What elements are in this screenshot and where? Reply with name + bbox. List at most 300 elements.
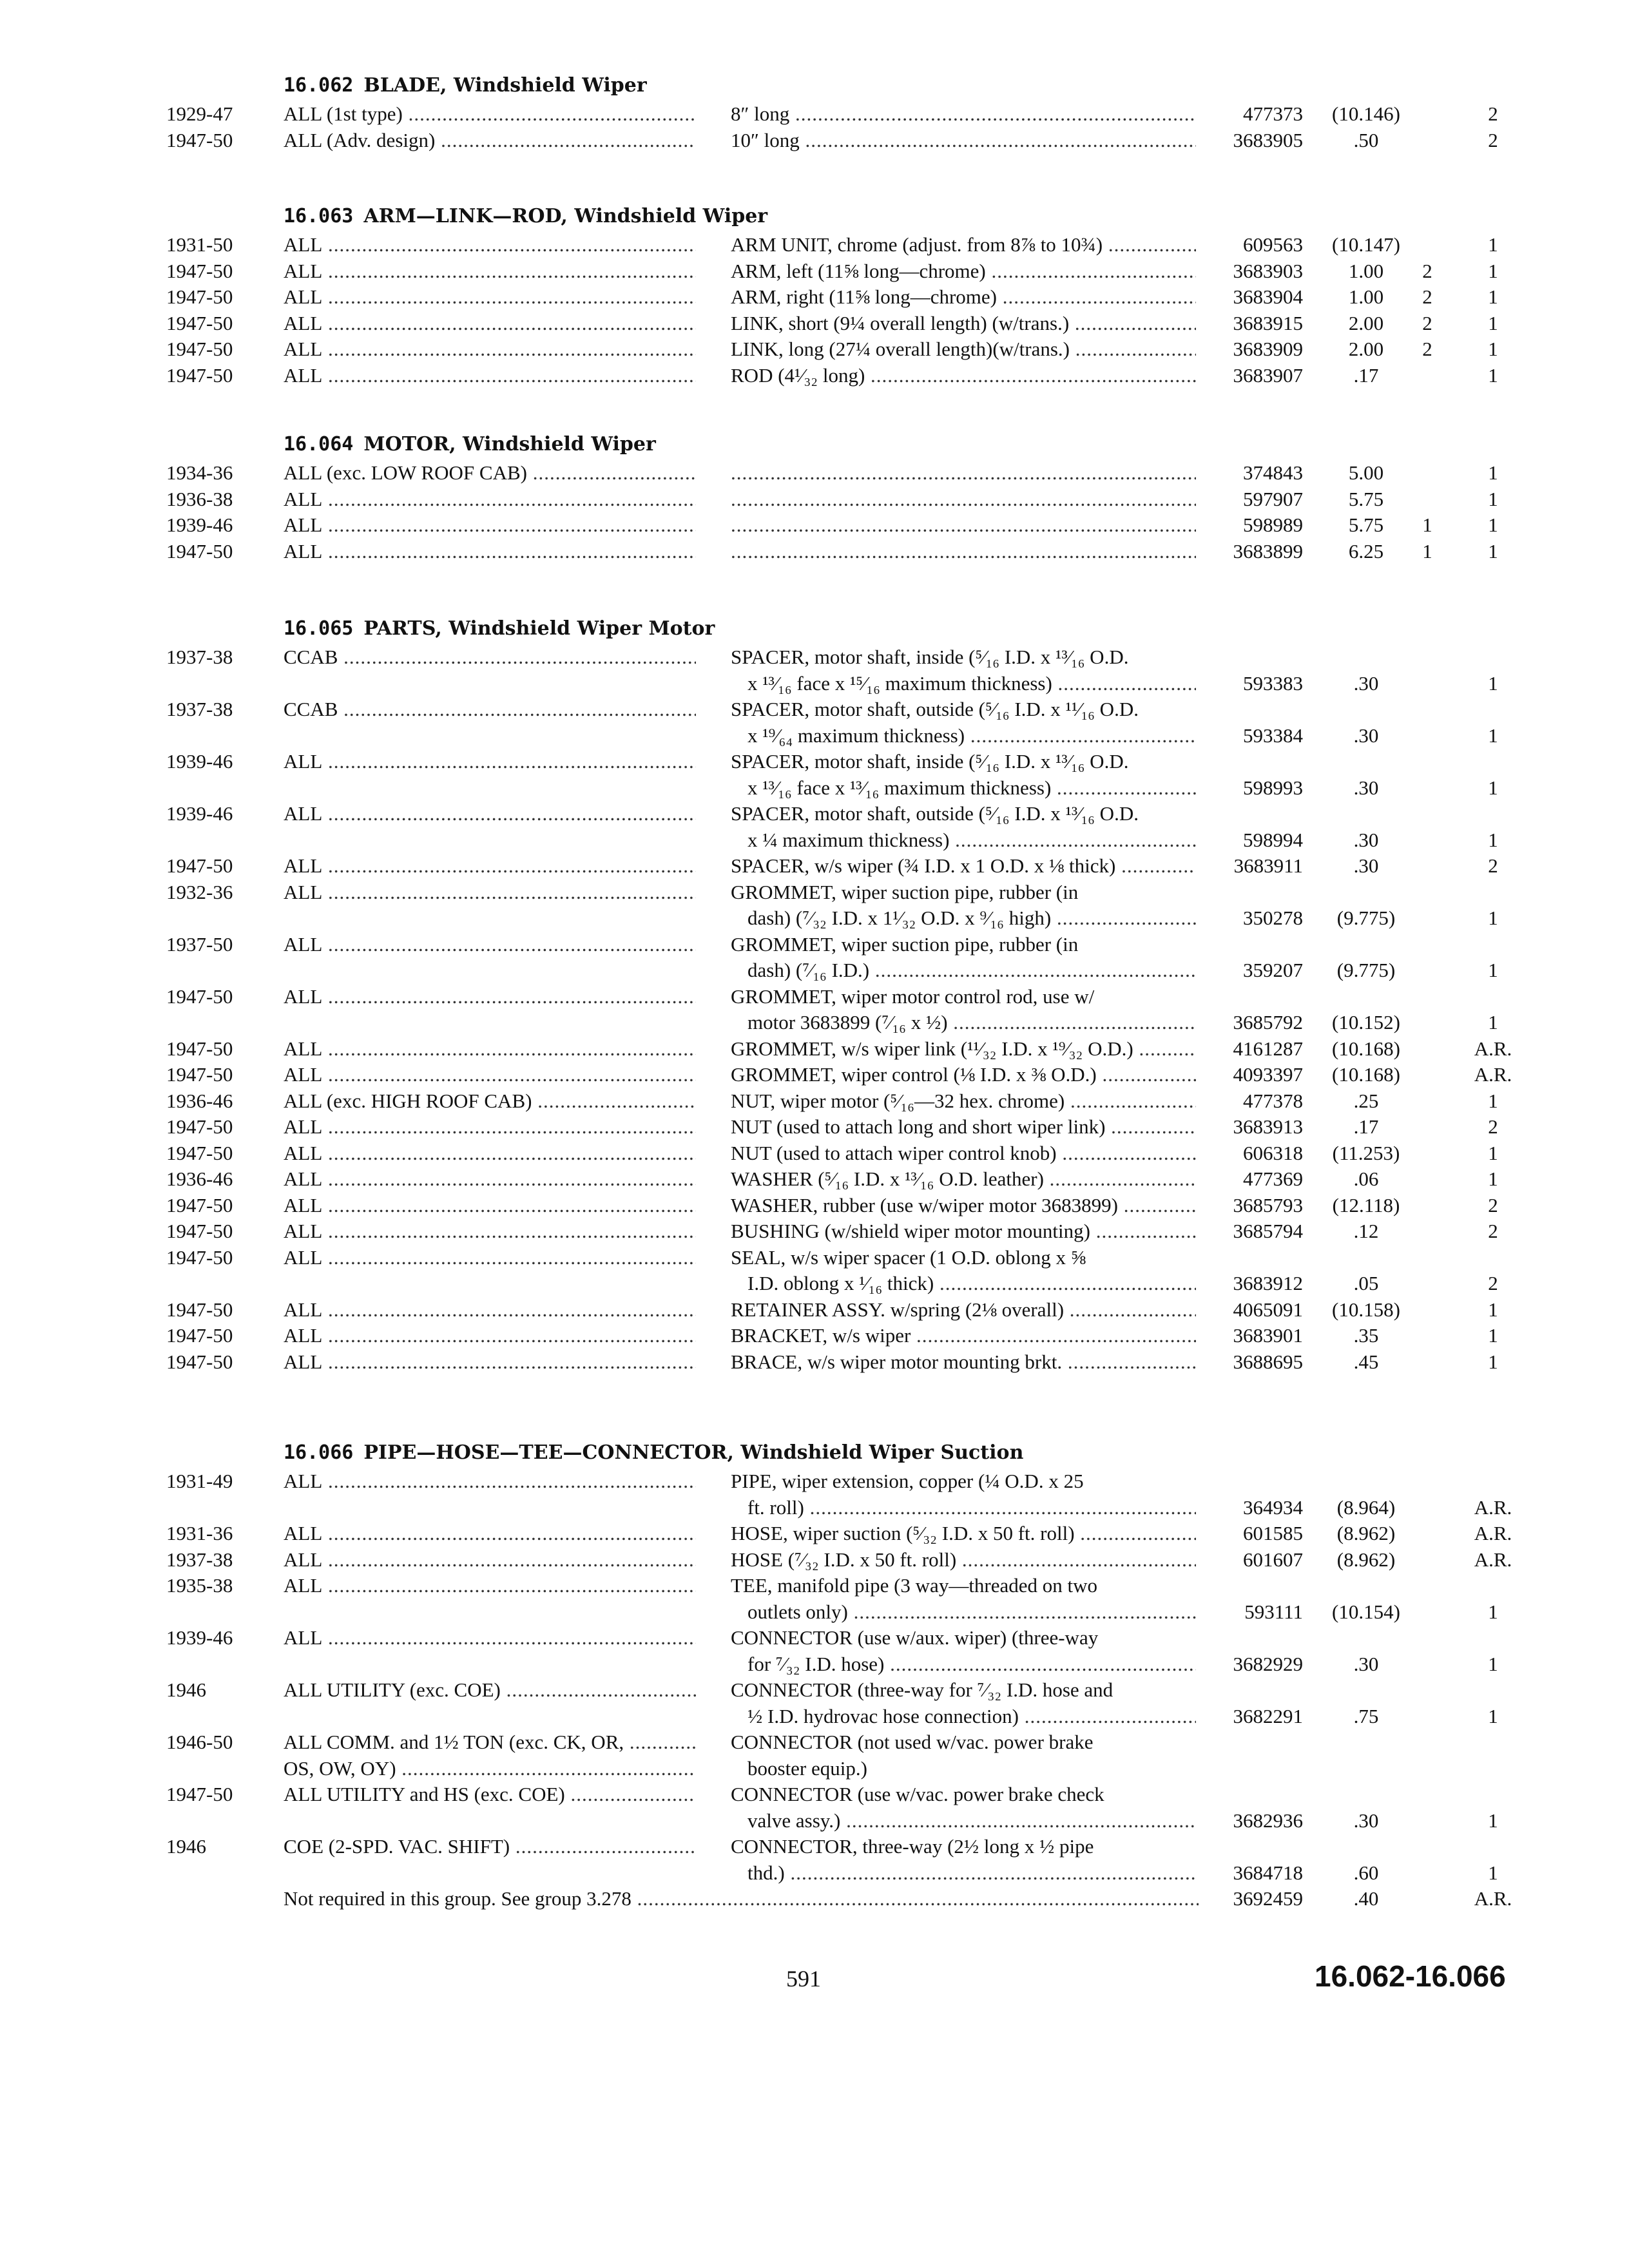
part-number: 3692459: [1233, 1887, 1303, 1910]
part-number: 4065091: [1233, 1298, 1303, 1321]
part-number: 3683915: [1233, 311, 1303, 334]
part-row: [0, 539, 1629, 565]
part-row: [0, 1729, 1629, 1782]
model-applicability: ALL .....: [284, 1323, 696, 1349]
model-years: 1947-50: [166, 285, 233, 308]
quantity: 1: [1488, 959, 1498, 981]
part-number: 374843: [1243, 461, 1303, 484]
part-description: BRACE, w/s wiper motor mounting brkt. .....: [731, 1349, 1196, 1375]
section-title: [284, 74, 647, 97]
group-or-price: 6.25: [1348, 539, 1384, 562]
group-or-price: .50: [1353, 128, 1379, 151]
part-description: x ¹³⁄₁₆ face x ¹⁵⁄₁₆ maximum thickness) .....: [747, 671, 1196, 697]
quantity: 1: [1488, 285, 1498, 308]
group-or-price: .30: [1353, 776, 1379, 799]
part-description: SPACER, w/s wiper (¾ I.D. x 1 O.D. x ⅛ thick) .....: [731, 853, 1196, 879]
model-years: 1947-50: [166, 311, 233, 334]
group-or-price: 5.75: [1348, 514, 1384, 536]
quantity: A.R.: [1474, 1063, 1512, 1086]
group-range: 16.062-16.066: [1315, 1959, 1506, 1993]
part-number: 3683903: [1233, 259, 1303, 282]
group-or-price: (11.253): [1332, 1141, 1400, 1164]
model-applicability-cont: OS, OW, OY) .....: [284, 1756, 696, 1782]
part-description: x ¹³⁄₁₆ face x ¹³⁄₁₆ maximum thickness) .....: [747, 775, 1196, 801]
section-number: 16.062: [284, 74, 354, 97]
quantity: 1: [1488, 514, 1498, 536]
part-description: ARM, right (11⅝ long—chrome) .....: [731, 284, 1196, 310]
model-applicability: ALL .....: [284, 363, 696, 389]
model-applicability: CCAB .....: [284, 697, 696, 722]
part-description: CONNECTOR (three-way for ⁷⁄₃₂ I.D. hose and: [731, 1678, 1113, 1701]
part-number: 477369: [1243, 1168, 1303, 1190]
group-or-price: (10.146): [1332, 102, 1400, 125]
part-description: x ¼ maximum thickness) .....: [747, 827, 1196, 853]
part-description: BRACKET, w/s wiper .....: [731, 1323, 1196, 1349]
group-or-price: (9.775): [1336, 959, 1396, 981]
model-applicability: ALL .....: [284, 232, 696, 258]
model-applicability: ALL UTILITY and HS (exc. COE) .....: [284, 1782, 696, 1807]
part-row: [0, 1166, 1629, 1193]
model-applicability: ALL .....: [284, 932, 696, 957]
model-applicability: ALL .....: [284, 539, 696, 564]
part-description: WASHER (⁵⁄₁₆ I.D. x ¹³⁄₁₆ O.D. leather) .....: [731, 1166, 1196, 1192]
part-description: ROD (4¹⁄₃₂ long) .....: [731, 363, 1196, 389]
model-applicability: ALL .....: [284, 1062, 696, 1088]
quantity: A.R.: [1474, 1522, 1512, 1544]
model-years: 1931-49: [166, 1470, 233, 1492]
model-years: 1947-50: [166, 1115, 233, 1138]
quantity: 1: [1488, 1011, 1498, 1033]
group-or-price: (10.152): [1332, 1011, 1400, 1033]
part-number: 3688695: [1233, 1350, 1303, 1373]
quantity: 1: [1488, 487, 1498, 510]
part-number: 3683909: [1233, 338, 1303, 360]
part-description: CONNECTOR (use w/vac. power brake check: [731, 1783, 1104, 1805]
part-description: 10″ long .....: [731, 128, 1196, 153]
model-applicability: ALL .....: [284, 1297, 696, 1323]
part-description: BUSHING (w/shield wiper motor mounting) .....: [731, 1218, 1196, 1244]
model-applicability: ALL .....: [284, 1193, 696, 1218]
part-row: [0, 932, 1629, 984]
section-number: 16.064: [284, 433, 354, 456]
section-heading: PARTS, Windshield Wiper Motor: [363, 617, 715, 640]
part-number: 593383: [1243, 671, 1303, 695]
model-applicability: ALL .....: [284, 284, 696, 310]
model-applicability: ALL .....: [284, 879, 696, 905]
quantity: 1: [1488, 461, 1498, 484]
part-description: GROMMET, w/s wiper link (¹¹⁄₃₂ I.D. x ¹⁹⁄₃₂ O.D.) .....: [731, 1036, 1196, 1062]
group-or-price: .35: [1353, 1324, 1379, 1347]
model-years: 1931-50: [166, 233, 233, 256]
model-years: 1947-50: [166, 985, 233, 1008]
part-row: [0, 284, 1629, 311]
group-or-price: .25: [1353, 1089, 1379, 1112]
group-or-price: .45: [1353, 1350, 1379, 1373]
part-row: [0, 311, 1629, 337]
quantity: 1: [1488, 671, 1498, 695]
part-description: SPACER, motor shaft, inside (⁵⁄₁₆ I.D. x ¹³⁄₁₆ O.D.: [731, 750, 1129, 773]
part-description: SPACER, motor shaft, inside (⁵⁄₁₆ I.D. x ¹³⁄₁₆ O.D.: [731, 646, 1129, 668]
model-years: 1929-47: [166, 102, 233, 125]
part-row: [0, 1834, 1629, 1886]
model-years: 1947-50: [166, 363, 233, 387]
group-or-price: .05: [1353, 1272, 1379, 1294]
group-or-price: 5.75: [1348, 487, 1384, 510]
quantity: 1: [1488, 1704, 1498, 1727]
model-years: 1936-46: [166, 1168, 233, 1190]
part-description: LINK, long (27¼ overall length)(w/trans.) .....: [731, 336, 1196, 362]
model-years: 1936-38: [166, 487, 233, 510]
quantity: 1: [1488, 233, 1498, 256]
part-description: 8″ long .....: [731, 101, 1196, 127]
part-row: [0, 879, 1629, 932]
group-or-price: .30: [1353, 1809, 1379, 1832]
model-applicability: ALL .....: [284, 1468, 696, 1494]
section-number: 16.066: [284, 1441, 354, 1464]
model-applicability: ALL (Adv. design) .....: [284, 128, 696, 153]
part-row: [0, 1218, 1629, 1245]
part-description: HOSE, wiper suction (⁵⁄₃₂ I.D. x 50 ft. roll) .....: [731, 1521, 1196, 1546]
quantity: 1: [1488, 1141, 1498, 1164]
part-row: [0, 984, 1629, 1036]
part-row: [0, 1573, 1629, 1625]
part-row: [0, 1088, 1629, 1115]
group-or-price: (9.775): [1336, 907, 1396, 929]
model-applicability: ALL .....: [284, 1114, 696, 1140]
section-title: [284, 433, 656, 456]
model-applicability: ALL .....: [284, 749, 696, 774]
part-description: [731, 539, 1196, 564]
part-description: thd.) .....: [747, 1860, 1196, 1886]
quantity: 1: [1488, 1809, 1498, 1832]
part-number: 3683912: [1233, 1272, 1303, 1294]
section-title: [284, 1441, 1023, 1464]
part-row: [0, 512, 1629, 539]
model-years: 1947-50: [166, 1063, 233, 1086]
model-years: 1936-46: [166, 1089, 233, 1112]
part-description: GROMMET, wiper control (⅛ I.D. x ⅜ O.D.) .....: [731, 1062, 1196, 1088]
model-years: 1935-38: [166, 1574, 233, 1597]
group-or-price: 5.00: [1348, 461, 1384, 484]
group-or-price: .30: [1353, 854, 1379, 877]
quantity: 1: [1488, 1168, 1498, 1190]
part-row: [0, 644, 1629, 697]
group-or-price: (10.168): [1332, 1037, 1400, 1060]
group-or-price: .75: [1353, 1704, 1379, 1727]
quantity: 1: [1488, 907, 1498, 929]
model-years: 1947-50: [166, 259, 233, 282]
quantity: 2: [1488, 1193, 1498, 1216]
model-years: 1939-46: [166, 1626, 233, 1649]
group-or-price: .40: [1353, 1887, 1379, 1910]
part-description: ARM UNIT, chrome (adjust. from 8⅞ to 10¾) .....: [731, 232, 1196, 258]
model-applicability: ALL .....: [284, 1625, 696, 1651]
model-years: 1939-46: [166, 750, 233, 773]
part-row: [0, 749, 1629, 801]
model-applicability: ALL .....: [284, 1036, 696, 1062]
part-row: [0, 460, 1629, 486]
quantity: 2: [1488, 1220, 1498, 1242]
model-applicability: ALL .....: [284, 1140, 696, 1166]
part-row: [0, 1547, 1629, 1573]
model-applicability: CCAB .....: [284, 644, 696, 670]
part-number: 3683899: [1233, 539, 1303, 562]
model-applicability: ALL .....: [284, 486, 696, 512]
model-applicability: ALL .....: [284, 336, 696, 362]
part-row: [0, 1297, 1629, 1323]
part-number: 3684718: [1233, 1861, 1303, 1884]
part-row: [0, 1349, 1629, 1376]
part-row: [0, 697, 1629, 749]
group-or-price: .12: [1353, 1220, 1379, 1242]
model-years: 1947-50: [166, 1193, 233, 1216]
section-number: 16.063: [284, 205, 354, 227]
model-applicability: ALL .....: [284, 801, 696, 827]
part-row: [0, 1036, 1629, 1062]
part-number: 3682291: [1233, 1704, 1303, 1727]
model-applicability: ALL (1st type) .....: [284, 101, 696, 127]
part-number: 477378: [1243, 1089, 1303, 1112]
quantity: A.R.: [1474, 1548, 1512, 1571]
quantity: 2: [1488, 1115, 1498, 1138]
part-description: outlets only) .....: [747, 1599, 1196, 1625]
model-years: 1934-36: [166, 461, 233, 484]
model-applicability: ALL COMM. and 1½ TON (exc. CK, OR, .....: [284, 1729, 696, 1755]
model-years: 1947-50: [166, 1783, 233, 1805]
section-number: 16.065: [284, 617, 354, 640]
part-row: [0, 801, 1629, 853]
group-or-price: .17: [1353, 363, 1379, 387]
model-years: 1939-46: [166, 802, 233, 825]
group-or-price: .06: [1353, 1168, 1379, 1190]
part-row: [0, 101, 1629, 128]
group-or-price: (8.962): [1336, 1548, 1396, 1571]
part-row: [0, 853, 1629, 879]
part-description: LINK, short (9¼ overall length) (w/trans.) .....: [731, 311, 1196, 336]
part-row: [0, 336, 1629, 363]
part-row: [0, 1062, 1629, 1088]
model-years: 1947-50: [166, 1298, 233, 1321]
quantity: 1: [1488, 1298, 1498, 1321]
part-row: [0, 1323, 1629, 1349]
model-years: 1937-38: [166, 1548, 233, 1571]
model-applicability: ALL .....: [284, 1573, 696, 1599]
model-years: 1937-38: [166, 698, 233, 720]
group-or-price: .30: [1353, 1652, 1379, 1675]
part-description: SPACER, motor shaft, outside (⁵⁄₁₆ I.D. x ¹³⁄₁₆ O.D.: [731, 802, 1139, 825]
section-heading: BLADE, Windshield Wiper: [363, 74, 647, 97]
group-or-price: .30: [1353, 828, 1379, 851]
part-description: NUT, wiper motor (⁵⁄₁₆—32 hex. chrome) .....: [731, 1088, 1196, 1114]
part-description: TEE, manifold pipe (3 way—threaded on two: [731, 1574, 1098, 1597]
part-description: NUT (used to attach long and short wiper link) .....: [731, 1114, 1196, 1140]
model-applicability: ALL .....: [284, 1245, 696, 1271]
quantity: 1: [1488, 539, 1498, 562]
group-or-price: 2.00: [1348, 311, 1384, 334]
group-or-price: .17: [1353, 1115, 1379, 1138]
section-heading: PIPE—HOSE—TEE—CONNECTOR, Windshield Wiper Suction: [363, 1441, 1024, 1464]
part-row: [0, 258, 1629, 285]
section-heading: ARM—LINK—ROD, Windshield Wiper: [363, 205, 768, 227]
group-or-price: (10.154): [1332, 1600, 1400, 1623]
part-description: valve assy.) .....: [747, 1808, 1196, 1834]
part-row: [0, 1521, 1629, 1547]
model-years: 1946-50: [166, 1731, 233, 1753]
part-number: 3683905: [1233, 128, 1303, 151]
page-number: 591: [786, 1966, 821, 1992]
model-years: 1947-50: [166, 1245, 233, 1269]
group-or-price: 1.00: [1348, 285, 1384, 308]
quantity: A.R.: [1474, 1887, 1512, 1910]
part-row: [0, 1140, 1629, 1167]
section-heading: MOTOR, Windshield Wiper: [363, 433, 656, 456]
part-description: booster equip.): [747, 1756, 867, 1780]
part-description: NUT (used to attach wiper control knob) .....: [731, 1140, 1196, 1166]
part-number: 350278: [1243, 907, 1303, 929]
part-number: 364934: [1243, 1495, 1303, 1519]
group-or-price: (8.962): [1336, 1522, 1396, 1544]
part-number: 597907: [1243, 487, 1303, 510]
quantity: 2: [1488, 128, 1498, 151]
model-applicability: ALL .....: [284, 1521, 696, 1546]
part-description: dash) (⁷⁄₃₂ I.D. x 1¹⁄₃₂ O.D. x ⁹⁄₁₆ high) .....: [747, 905, 1196, 931]
model-applicability: ALL .....: [284, 512, 696, 538]
model-years: 1947-50: [166, 338, 233, 360]
part-row: [0, 128, 1629, 154]
part-number: 3683901: [1233, 1324, 1303, 1347]
part-number: 601607: [1243, 1548, 1303, 1571]
model-years: 1932-36: [166, 880, 233, 903]
part-number: 593384: [1243, 724, 1303, 747]
quantity: 2: [1488, 854, 1498, 877]
model-years: 1937-38: [166, 646, 233, 668]
model-applicability: ALL (exc. HIGH ROOF CAB) .....: [284, 1088, 696, 1114]
part-description: WASHER, rubber (use w/wiper motor 3683899) .....: [731, 1193, 1196, 1218]
part-description: CONNECTOR (not used w/vac. power brake: [731, 1731, 1094, 1753]
part-description: SPACER, motor shaft, outside (⁵⁄₁₆ I.D. x ¹¹⁄₁₆ O.D.: [731, 698, 1139, 720]
quantity: 1: [1488, 1350, 1498, 1373]
group-or-price: 2.00: [1348, 338, 1384, 360]
model-applicability: ALL .....: [284, 984, 696, 1010]
model-applicability: Not required in this group. See group 3.278 .....: [284, 1886, 1199, 1912]
part-number: 609563: [1243, 233, 1303, 256]
part-row: [0, 1886, 1629, 1912]
part-row: [0, 1468, 1629, 1521]
quantity: 1: [1488, 311, 1498, 334]
model-years: 1947-50: [166, 1350, 233, 1373]
part-description: HOSE (⁷⁄₃₂ I.D. x 50 ft. roll) .....: [731, 1547, 1196, 1573]
part-number: 359207: [1243, 959, 1303, 981]
group-or-price: .30: [1353, 671, 1379, 695]
model-years: 1946: [166, 1835, 206, 1858]
model-applicability: ALL .....: [284, 311, 696, 336]
part-description: dash) (⁷⁄₁₆ I.D.) .....: [747, 957, 1196, 983]
quantity: 1: [1488, 724, 1498, 747]
part-number: 3685793: [1233, 1193, 1303, 1216]
part-description: ½ I.D. hydrovac hose connection) .....: [747, 1704, 1196, 1729]
model-years: 1939-46: [166, 514, 233, 536]
cpl-count: 2: [1422, 259, 1432, 282]
part-description: GROMMET, wiper suction pipe, rubber (in: [731, 880, 1079, 903]
part-description: PIPE, wiper extension, copper (¼ O.D. x 25: [731, 1470, 1084, 1492]
part-number: 3685794: [1233, 1220, 1303, 1242]
group-or-price: (10.168): [1332, 1063, 1400, 1086]
part-number: 598993: [1243, 776, 1303, 799]
quantity: 1: [1488, 1324, 1498, 1347]
model-applicability: ALL .....: [284, 1166, 696, 1192]
part-row: [0, 232, 1629, 258]
quantity: 1: [1488, 1089, 1498, 1112]
part-description: ft. roll) .....: [747, 1495, 1196, 1521]
model-years: 1947-50: [166, 539, 233, 562]
quantity: A.R.: [1474, 1495, 1512, 1519]
model-applicability: ALL .....: [284, 853, 696, 879]
part-number: 598989: [1243, 514, 1303, 536]
model-years: 1947-50: [166, 1220, 233, 1242]
quantity: 1: [1488, 338, 1498, 360]
part-number: 3683907: [1233, 363, 1303, 387]
part-number: 3685792: [1233, 1011, 1303, 1033]
model-years: 1947-50: [166, 1324, 233, 1347]
part-number: 593111: [1244, 1600, 1303, 1623]
group-or-price: .30: [1353, 724, 1379, 747]
part-number: 3682936: [1233, 1809, 1303, 1832]
section-title: [284, 617, 715, 640]
cpl-count: 1: [1422, 539, 1432, 562]
quantity: 1: [1488, 1600, 1498, 1623]
model-years: 1947-50: [166, 1037, 233, 1060]
model-years: 1937-50: [166, 932, 233, 956]
quantity: 1: [1488, 828, 1498, 851]
group-or-price: (10.158): [1332, 1298, 1400, 1321]
part-description: CONNECTOR, three-way (2½ long x ½ pipe: [731, 1835, 1094, 1858]
quantity: A.R.: [1474, 1037, 1512, 1060]
part-number: 3683911: [1233, 854, 1303, 877]
group-or-price: 1.00: [1348, 259, 1384, 282]
part-row: [0, 363, 1629, 389]
part-description: SEAL, w/s wiper spacer (1 O.D. oblong x ⅝: [731, 1245, 1086, 1269]
part-number: 606318: [1243, 1141, 1303, 1164]
part-description: GROMMET, wiper motor control rod, use w/: [731, 985, 1095, 1008]
part-number: 3683904: [1233, 285, 1303, 308]
part-description: I.D. oblong x ¹⁄₁₆ thick) .....: [747, 1271, 1196, 1296]
part-description: motor 3683899 (⁷⁄₁₆ x ½) .....: [747, 1010, 1196, 1035]
model-years: 1947-50: [166, 854, 233, 877]
group-or-price: (12.118): [1332, 1193, 1400, 1216]
model-applicability: ALL (exc. LOW ROOF CAB) .....: [284, 460, 696, 486]
part-number: 4161287: [1233, 1037, 1303, 1060]
model-applicability: ALL .....: [284, 1547, 696, 1573]
part-description: GROMMET, wiper suction pipe, rubber (in: [731, 932, 1079, 956]
model-applicability: ALL .....: [284, 258, 696, 284]
model-years: 1947-50: [166, 128, 233, 151]
quantity: 1: [1488, 363, 1498, 387]
quantity: 1: [1488, 1652, 1498, 1675]
part-row: [0, 486, 1629, 513]
group-or-price: (8.964): [1336, 1495, 1396, 1519]
model-applicability: ALL UTILITY (exc. COE) .....: [284, 1677, 696, 1703]
part-description: RETAINER ASSY. w/spring (2⅛ overall) .....: [731, 1297, 1196, 1323]
model-years: 1946: [166, 1678, 206, 1701]
part-row: [0, 1114, 1629, 1140]
part-row: [0, 1782, 1629, 1834]
part-row: [0, 1677, 1629, 1729]
part-description: ARM, left (11⅝ long—chrome) .....: [731, 258, 1196, 284]
part-row: [0, 1625, 1629, 1677]
part-row: [0, 1245, 1629, 1297]
part-number: 3682929: [1233, 1652, 1303, 1675]
quantity: 2: [1488, 1272, 1498, 1294]
